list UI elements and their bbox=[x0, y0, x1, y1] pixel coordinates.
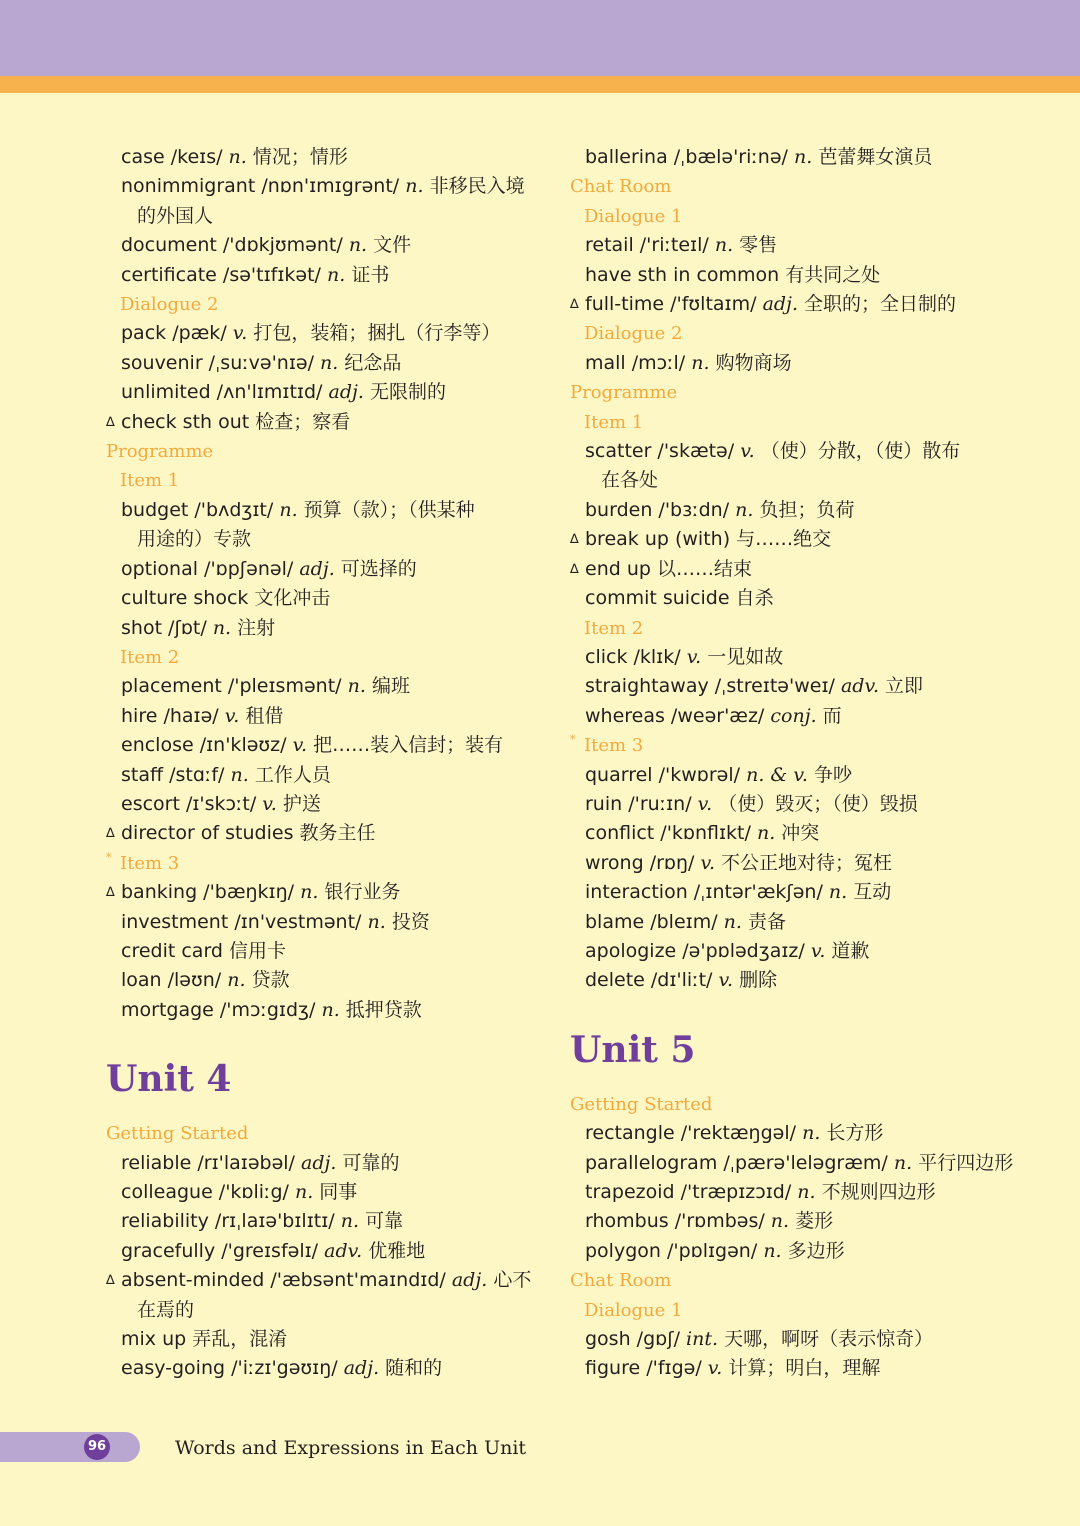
entry-case: case /keɪs/ n. 情况；情形 bbox=[121, 146, 348, 168]
right-column bbox=[570, 143, 1014, 1384]
entry-absent-minded: ∆ absent-minded /'æbsənt'maɪndɪd/ adj. 心不 bbox=[106, 1266, 546, 1295]
entry-conflict: conflict /'kɒnflɪkt/ n. 冲突 bbox=[585, 822, 820, 845]
entry-document: document /'dɒkjʊmənt/ n. 文件 bbox=[121, 234, 412, 257]
entry-wrong: wrong /rɒŋ/ v. 不公正地对待；冤枉 bbox=[585, 851, 893, 874]
entry-full-time: ∆ full-time /'fʊltaɪm/ adj. 全职的；全日制的 bbox=[570, 290, 1010, 319]
section-heading-chat-room: Chat Room bbox=[570, 1270, 672, 1292]
entry-souvenir: souvenir /ˌsuːvə'nɪə/ n. 纪念品 bbox=[121, 351, 402, 374]
section-heading-item-1: Item 1 bbox=[120, 470, 180, 492]
section-heading-getting-started: Getting Started bbox=[570, 1093, 713, 1115]
footer-bar bbox=[0, 1432, 140, 1462]
entry-shot: shot /ʃɒt/ n. 注射 bbox=[121, 616, 276, 639]
entry-blame: blame /bleɪm/ n. 责备 bbox=[585, 910, 787, 933]
entry-certificate: certificate /sə'tɪfɪkət/ n. 证书 bbox=[121, 263, 390, 286]
entry-reliability: reliability /rɪˌlaɪə'bɪlɪtɪ/ n. 可靠 bbox=[121, 1210, 404, 1233]
entry-rhombus: rhombus /'rɒmbəs/ n. 菱形 bbox=[585, 1210, 834, 1233]
entry-interaction: interaction /ˌɪntər'ækʃən/ n. 互动 bbox=[585, 881, 892, 904]
entry-easy-going: easy-going /'iːzɪ'gəʊɪŋ/ adj. 随和的 bbox=[121, 1357, 443, 1380]
entry-quarrel: quarrel /'kwɒrəl/ n. & v. 争吵 bbox=[585, 763, 852, 786]
entry-end-up: ∆ end up 以……结束 bbox=[570, 555, 1010, 584]
entry-director-of-studies: ∆ director of studies 教务主任 bbox=[106, 819, 546, 848]
triangle-icon: ∆ bbox=[106, 885, 115, 901]
entry-gracefully: gracefully /'greɪsfəlɪ/ adv. 优雅地 bbox=[121, 1239, 426, 1262]
entry-investment: investment /ɪn'vestmənt/ n. 投资 bbox=[121, 910, 430, 933]
entry-parallelogram: parallelogram /ˌpærə'leləgræm/ n. 平行四边形 bbox=[585, 1151, 1014, 1174]
section-heading-item-2: Item 2 bbox=[584, 617, 644, 639]
entry-rectangle: rectangle /'rektæŋgəl/ n. 长方形 bbox=[585, 1122, 884, 1145]
entry-unlimited: unlimited /ʌn'lɪmɪtɪd/ adj. 无限制的 bbox=[121, 381, 446, 404]
entry-continuation: 用途的）专款 bbox=[137, 528, 252, 551]
triangle-icon: ∆ bbox=[570, 532, 579, 548]
entry-budget: budget /'bʌdʒɪt/ n. 预算（款）；（供某种 bbox=[121, 498, 475, 521]
entry-enclose: enclose /ɪn'kləʊz/ v. 把……装入信封；装有 bbox=[121, 734, 504, 757]
entry-continuation: 在各处 bbox=[601, 469, 659, 492]
entry-mortgage: mortgage /'mɔːgɪdʒ/ n. 抵押贷款 bbox=[121, 998, 422, 1021]
entry-mall: mall /mɔːl/ n. 购物商场 bbox=[585, 351, 792, 374]
section-heading-dialogue-2: Dialogue 2 bbox=[584, 323, 683, 345]
section-heading-programme: Programme bbox=[106, 441, 214, 463]
entry-staff: staff /stɑːf/ n. 工作人员 bbox=[121, 763, 331, 786]
entry-retail: retail /'riːteɪl/ n. 零售 bbox=[585, 234, 778, 257]
entry-hire: hire /haɪə/ v. 租借 bbox=[121, 704, 284, 727]
entry-apologize: apologize /ə'pɒlədʒaɪz/ v. 道歉 bbox=[585, 939, 870, 962]
section-heading-item-1: Item 1 bbox=[584, 411, 644, 433]
section-heading-item-3: * Item 3 bbox=[106, 849, 546, 878]
entry-mix-up: mix up 弄乱，混淆 bbox=[121, 1328, 288, 1351]
entry-loan: loan /ləʊn/ n. 贷款 bbox=[121, 969, 290, 992]
entry-optional: optional /'ɒpʃənəl/ adj. 可选择的 bbox=[121, 557, 417, 580]
unit-5-title: Unit 5 bbox=[570, 1028, 696, 1071]
entry-ruin: ruin /'ruːɪn/ v. （使）毁灭；（使）毁损 bbox=[585, 792, 918, 815]
entry-credit-card: credit card 信用卡 bbox=[121, 939, 287, 962]
section-heading-dialogue-1: Dialogue 1 bbox=[584, 1299, 683, 1321]
section-heading-programme: Programme bbox=[570, 382, 678, 404]
star-icon: * bbox=[106, 850, 112, 864]
triangle-icon: ∆ bbox=[570, 297, 579, 313]
entry-colleague: colleague /'kɒliːg/ n. 同事 bbox=[121, 1181, 358, 1203]
entry-reliable: reliable /rɪ'laɪəbəl/ adj. 可靠的 bbox=[121, 1151, 400, 1174]
entry-trapezoid: trapezoid /'træpɪzɔɪd/ n. 不规则四边形 bbox=[585, 1181, 936, 1203]
entry-pack: pack /pæk/ v. 打包，装箱；捆扎（行李等） bbox=[121, 322, 501, 345]
triangle-icon: ∆ bbox=[570, 561, 579, 577]
triangle-icon: ∆ bbox=[106, 826, 115, 842]
entry-burden: burden /'bɜːdn/ n. 负担；负荷 bbox=[585, 498, 855, 521]
star-icon: * bbox=[570, 733, 576, 747]
section-heading-chat-room: Chat Room bbox=[570, 176, 672, 198]
entry-break-up: ∆ break up (with) 与……绝交 bbox=[570, 525, 1010, 554]
entry-delete: delete /dɪ'liːt/ v. 删除 bbox=[585, 969, 778, 992]
entry-commit-suicide: commit suicide 自杀 bbox=[585, 587, 774, 610]
section-heading-item-2: Item 2 bbox=[120, 646, 180, 668]
entry-continuation: 的外国人 bbox=[137, 204, 214, 227]
entry-polygon: polygon /'pɒlɪgən/ n. 多边形 bbox=[585, 1239, 845, 1262]
entry-banking: ∆ banking /'bæŋkɪŋ/ n. 银行业务 bbox=[106, 878, 546, 907]
left-column bbox=[106, 143, 546, 1384]
section-heading-getting-started: Getting Started bbox=[106, 1123, 249, 1145]
section-heading-item-3: * Item 3 bbox=[570, 731, 1010, 760]
entry-ballerina: ballerina /ˌbælə'riːnə/ n. 芭蕾舞女演员 bbox=[585, 146, 933, 168]
triangle-icon: ∆ bbox=[106, 414, 115, 430]
entry-culture-shock: culture shock 文化冲击 bbox=[121, 587, 331, 610]
header-stripe bbox=[0, 76, 1080, 93]
entry-escort: escort /ɪ'skɔːt/ v. 护送 bbox=[121, 792, 321, 815]
entry-placement: placement /'pleɪsmənt/ n. 编班 bbox=[121, 675, 410, 698]
entry-check-sth-out: ∆ check sth out 检查；察看 bbox=[106, 408, 546, 437]
header-band bbox=[0, 0, 1080, 76]
entry-click: click /klɪk/ v. 一见如故 bbox=[585, 645, 784, 668]
entry-straightaway: straightaway /ˌstreɪtə'weɪ/ adv. 立即 bbox=[585, 675, 924, 698]
entry-figure: figure /'fɪgə/ v. 计算；明白，理解 bbox=[585, 1357, 881, 1380]
entry-have-sth-in-common: have sth in common 有共同之处 bbox=[585, 263, 881, 286]
triangle-icon: ∆ bbox=[106, 1273, 115, 1289]
unit-4-title: Unit 4 bbox=[106, 1058, 232, 1101]
footer-title: Words and Expressions in Each Unit bbox=[175, 1437, 527, 1459]
entry-continuation: 在焉的 bbox=[137, 1298, 195, 1321]
section-heading-dialogue-2: Dialogue 2 bbox=[120, 294, 219, 316]
page-number: 96 bbox=[84, 1434, 110, 1460]
entry-gosh: gosh /gɒʃ/ int. 天哪，啊呀（表示惊奇） bbox=[585, 1328, 934, 1351]
entry-whereas: whereas /weər'æz/ conj. 而 bbox=[585, 704, 842, 727]
entry-scatter: scatter /'skætə/ v. （使）分散，（使）散布 bbox=[585, 440, 961, 463]
entry-nonimmigrant: nonimmigrant /nɒn'ɪmɪgrənt/ n. 非移民入境 bbox=[121, 175, 525, 198]
section-heading-dialogue-1: Dialogue 1 bbox=[584, 205, 683, 227]
